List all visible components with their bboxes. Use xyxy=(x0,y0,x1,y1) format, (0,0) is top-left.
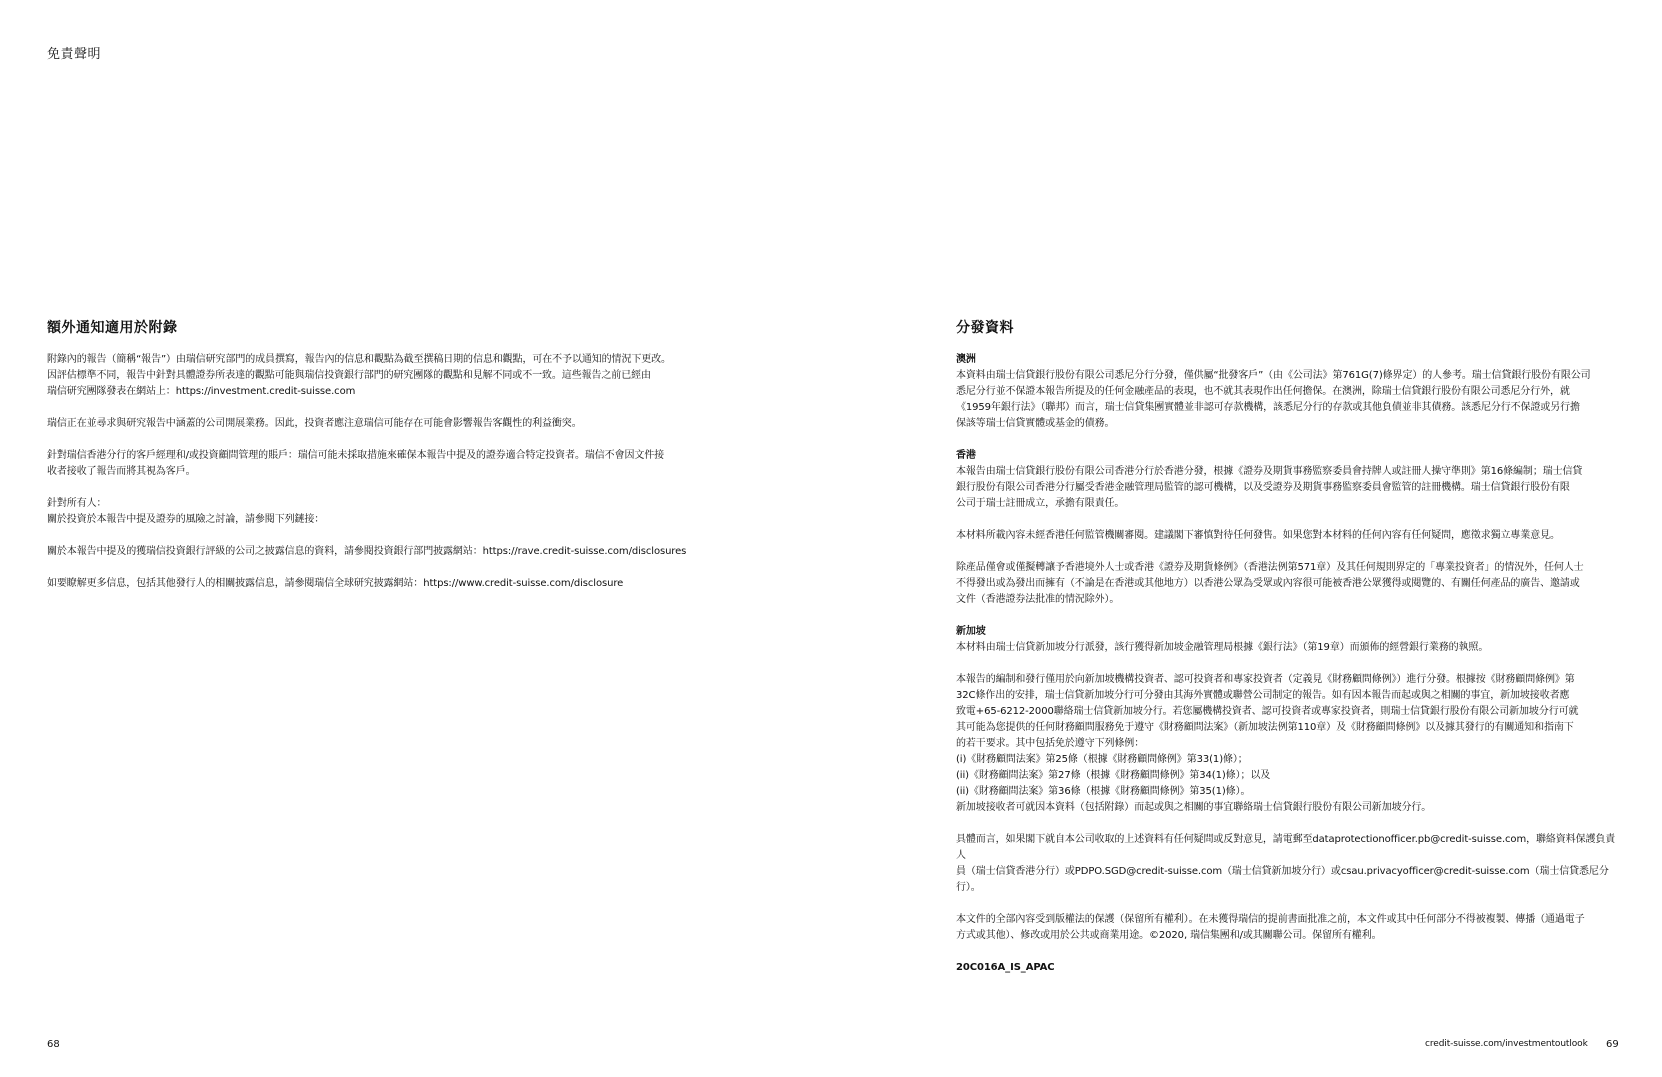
paragraph-data-protection: 具體而言，如果閣下就自本公司收取的上述資料有任何疑問或反對意見，請電郵至dataprotectionofficer.pb@credit-suisse.com，聯絡資料保護負責人 員（瑞士信貸香港分行）或PDPO.SGD@credit-suisse.com（瑞士信貸新加坡分行）或csau.privacyofficer@credit-suisse.com（瑞士信貸悉尼分行）。 xyxy=(956,834,1616,893)
paragraph-global-disclosures: 如要瞭解更多信息，包括其他發行人的相關披露信息，請參閱瑞信全球研究披露網站：https://www.credit-suisse.com/disclosure xyxy=(47,578,624,589)
paragraph-australia: 本資料由瑞士信貸銀行股份有限公司悉尼分行分發，僅供屬“批發客戶”（由《公司法》第761G(7)條界定）的人參考。瑞士信貸銀行股份有限公司 悉尼分行並不保證本報告所提及的任何金融產品的表現，也不就其表現作出任何擔保。在澳洲，除瑞士信貸銀行股份有限公司悉尼分行外，就 《1959年銀行法》（聯邦）而言，瑞士信貸集團實體並非認可存款機構，該悉尼分行的存款或其他負債並非其債務。該悉尼分行不保證或另行擔 保該等瑞士信貸實體或基金的債務。 xyxy=(956,370,1591,429)
heading-hongkong: 香港 xyxy=(956,450,976,461)
paragraph-hk-accounts: 針對瑞信香港分行的客戶經理和/或投資顧問管理的賬戶：瑞信可能未採取措施來確保本報告中提及的證券適合特定投資者。瑞信不會因文件接 收者接收了報告而將其視為客戶。 xyxy=(47,450,665,477)
heading-australia: 澳洲 xyxy=(956,354,976,365)
paragraph-singapore-2: 本報告的編制和發行僅用於向新加坡機構投資者、認可投資者和專家投資者（定義見《財務顧問條例》）進行分發。根據按《財務顧問條例》第 32C條作出的安排，瑞士信貸新加坡分行可分發由其海外實體或聯營公司制定的報告。如有因本報告而起或與之相關的事宜，新加坡接收者應 致電+65-6212-2000聯絡瑞士信貸新加坡分行。若您屬機構投資者、認可投資者或專家投資者，則瑞士信貸銀行股份有限公司新加坡分行可就 其可能為您提供的任何財務顧問服務免于遵守《財務顧問法案》（新加坡法例第110章）及《財務顧問條例》以及據其發行的有關通知和指南下 的若干要求。其中包括免於遵守下列條例： (i)《財務顧問法案》第25條（根據《財務顧問條例》第33(1)條）； (ii)《財務顧問法案》第27條（根據《財務顧問條例》第34(1)條）；以及 (ii)《財務顧問法案》第36條（根據《財務顧問條例》第35(1)條）。 新加坡接收者可就因本資料（包括附錄）而起或與之相關的事宜聯絡瑞士信貸銀行股份有限公司新加坡分行。 xyxy=(956,674,1579,813)
paragraph-singapore-1: 本材料由瑞士信貸新加坡分行派發，該行獲得新加坡金融管理局根據《銀行法》（第19章）而頒佈的經營銀行業務的執照。 xyxy=(956,642,1489,653)
paragraph-conflict-of-interest: 瑞信正在並尋求與研究報告中涵蓋的公司開展業務。因此，投資者應注意瑞信可能存在可能會影響報告客觀性的利益衝突。 xyxy=(47,418,582,429)
right-body xyxy=(956,352,1624,992)
paragraph-copyright: 本文件的全部內容受到版權法的保護（保留所有權利）。在未獲得瑞信的提前書面批准之前，本文件或其中任何部分不得被複製、傳播（通過電子 方式或其他）、修改或用於公共或商業用途。©2020, 瑞信集團和/或其關聯公司。保留所有權利。 xyxy=(956,914,1585,941)
footer-url-link[interactable]: credit-suisse.com/investmentoutlook xyxy=(1425,1039,1588,1049)
section-title-distribution: 分發資料 xyxy=(956,320,1014,336)
paragraph-hongkong-1: 本報告由瑞士信貸銀行股份有限公司香港分行於香港分發，根據《證券及期貨事務監察委員會持牌人或註冊人操守準則》第16條編制；瑞士信貸 銀行股份有限公司香港分行屬受香港金融管理局監管的認可機構，以及受證券及期貨事務監察委員會監管的註冊機構。瑞士信貸銀行股份有限 公司于瑞士註冊成立，承擔有限責任。 xyxy=(956,466,1583,509)
heading-singapore: 新加坡 xyxy=(956,626,986,637)
page-number-left: 68 xyxy=(47,1039,60,1050)
paragraph-ib-disclosures: 關於本報告中提及的獲瑞信投資銀行評級的公司之披露信息的資料，請參閱投資銀行部門披露網站：https://rave.credit-suisse.com/disclosures xyxy=(47,546,687,557)
paragraph-hongkong-2: 本材料所載內容未經香港任何監管機關審閱。建議閣下審慎對待任何發售。如果您對本材料的任何內容有任何疑問，應徵求獨立專業意見。 xyxy=(956,530,1560,541)
page-number-right: 69 xyxy=(1606,1039,1619,1050)
paragraph-all-persons: 針對所有人： 關於投資於本報告中提及證券的風險之討論，請參閱下列鏈接： xyxy=(47,498,325,525)
section-title-appendix-notice: 額外通知適用於附錄 xyxy=(47,320,178,336)
paragraph-report-authors: 附錄內的報告（簡稱“報告”）由瑞信研究部門的成員撰寫，報告內的信息和觀點為截至撰稿日期的信息和觀點，可在不予以通知的情況下更改。 因評估標準不同，報告中針對具體證券所表達的觀點可能與瑞信投資銀行部門的研究團隊的觀點和見解不同或不一致。這些報告之前已經由 瑞信研究團隊發表在網站上：https://investment.credit-suisse.com xyxy=(47,354,671,397)
right-page xyxy=(831,0,1662,1077)
paragraph-hongkong-3: 除產品僅會或僅擬轉讓予香港境外人士或香港《證券及期貨條例》（香港法例第571章）及其任何規則界定的「專業投資者」的情況外，任何人士 不得發出或為發出而擁有（不論是在香港或其他地方）以香港公眾為受眾或內容很可能被香港公眾獲得或閱覽的、有關任何產品的廣告、邀請或 文件（香港證券法批准的情況除外）。 xyxy=(956,562,1584,605)
left-body xyxy=(47,352,712,608)
running-head: 免責聲明 xyxy=(47,47,102,62)
document-code: 20C016A_IS_APAC xyxy=(956,962,1055,973)
